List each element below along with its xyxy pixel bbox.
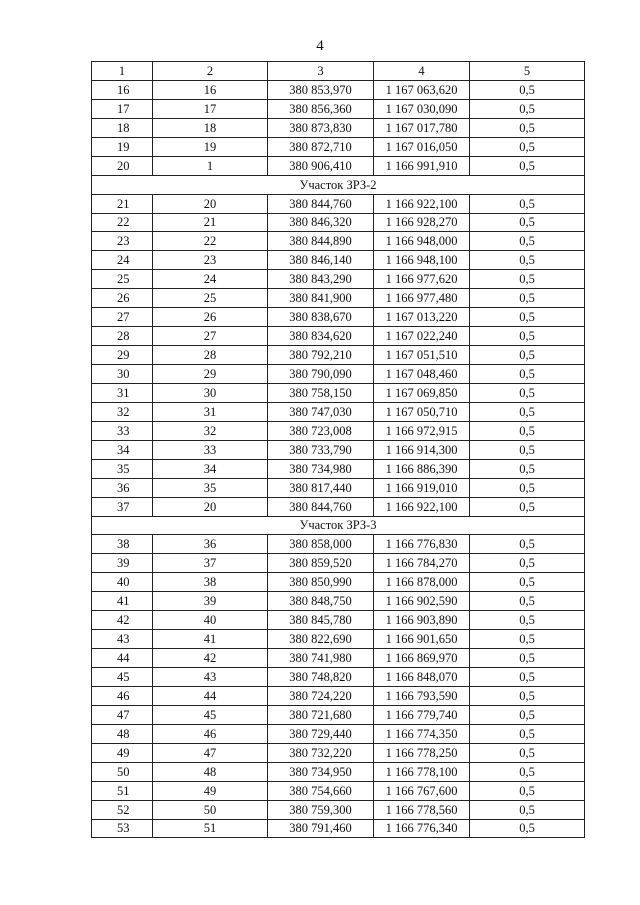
coordinate-x-cell: 380 841,900 xyxy=(268,289,374,308)
coordinate-x-cell: 380 859,520 xyxy=(268,554,374,573)
point-ref-cell: 36 xyxy=(153,535,268,554)
point-ref-cell: 24 xyxy=(153,270,268,289)
coordinate-x-cell: 380 906,410 xyxy=(268,156,374,175)
point-number-cell: 18 xyxy=(92,118,153,137)
point-ref-cell: 30 xyxy=(153,383,268,402)
table-row xyxy=(92,213,585,232)
point-ref-cell: 26 xyxy=(153,308,268,327)
coordinate-y-cell: 1 167 030,090 xyxy=(374,99,470,118)
accuracy-value-cell: 0,5 xyxy=(470,535,585,554)
point-number-cell: 17 xyxy=(92,99,153,118)
point-ref-cell: 20 xyxy=(153,194,268,213)
point-ref-cell: 37 xyxy=(153,554,268,573)
point-number-cell: 47 xyxy=(92,705,153,724)
coordinate-y-cell: 1 166 784,270 xyxy=(374,554,470,573)
coordinates-table-body xyxy=(92,62,585,838)
point-ref-cell: 17 xyxy=(153,99,268,118)
accuracy-value-cell: 0,5 xyxy=(470,478,585,497)
point-ref-cell: 33 xyxy=(153,440,268,459)
coordinate-y-cell: 1 166 922,100 xyxy=(374,194,470,213)
table-row xyxy=(92,289,585,308)
table-row xyxy=(92,308,585,327)
section-heading-row xyxy=(92,175,585,194)
table-row xyxy=(92,762,585,781)
section-heading: Участок ЗРЗ-3 xyxy=(92,516,585,535)
point-ref-cell: 19 xyxy=(153,137,268,156)
table-row xyxy=(92,649,585,668)
accuracy-value-cell: 0,5 xyxy=(470,421,585,440)
point-number-cell: 21 xyxy=(92,194,153,213)
coordinate-x-cell: 380 848,750 xyxy=(268,592,374,611)
point-number-cell: 34 xyxy=(92,440,153,459)
accuracy-value-cell: 0,5 xyxy=(470,365,585,384)
point-number-cell: 37 xyxy=(92,497,153,516)
coordinate-x-cell: 380 822,690 xyxy=(268,630,374,649)
coordinate-y-cell: 1 167 013,220 xyxy=(374,308,470,327)
coordinate-y-cell: 1 167 051,510 xyxy=(374,346,470,365)
column-header: 2 xyxy=(153,62,268,81)
coordinate-y-cell: 1 167 069,850 xyxy=(374,383,470,402)
accuracy-value-cell: 0,5 xyxy=(470,194,585,213)
accuracy-value-cell: 0,5 xyxy=(470,346,585,365)
table-row xyxy=(92,724,585,743)
point-number-cell: 31 xyxy=(92,383,153,402)
point-ref-cell: 35 xyxy=(153,478,268,497)
table-row xyxy=(92,743,585,762)
table-row xyxy=(92,156,585,175)
coordinate-x-cell: 380 844,890 xyxy=(268,232,374,251)
table-row xyxy=(92,611,585,630)
table-row xyxy=(92,402,585,421)
table-row xyxy=(92,194,585,213)
accuracy-value-cell: 0,5 xyxy=(470,402,585,421)
point-number-cell: 43 xyxy=(92,630,153,649)
coordinate-x-cell: 380 873,830 xyxy=(268,118,374,137)
point-ref-cell: 49 xyxy=(153,781,268,800)
coordinate-x-cell: 380 844,760 xyxy=(268,497,374,516)
accuracy-value-cell: 0,5 xyxy=(470,668,585,687)
point-ref-cell: 32 xyxy=(153,421,268,440)
accuracy-value-cell: 0,5 xyxy=(470,686,585,705)
coordinate-x-cell: 380 723,008 xyxy=(268,421,374,440)
coordinate-x-cell: 380 721,680 xyxy=(268,705,374,724)
point-number-cell: 52 xyxy=(92,800,153,819)
accuracy-value-cell: 0,5 xyxy=(470,118,585,137)
coordinate-y-cell: 1 166 778,250 xyxy=(374,743,470,762)
coordinate-x-cell: 380 741,980 xyxy=(268,649,374,668)
table-row xyxy=(92,99,585,118)
coordinate-x-cell: 380 856,360 xyxy=(268,99,374,118)
point-ref-cell: 27 xyxy=(153,327,268,346)
coordinate-x-cell: 380 729,440 xyxy=(268,724,374,743)
point-ref-cell: 41 xyxy=(153,630,268,649)
accuracy-value-cell: 0,5 xyxy=(470,800,585,819)
table-row xyxy=(92,819,585,838)
point-number-cell: 16 xyxy=(92,80,153,99)
coordinate-y-cell: 1 166 922,100 xyxy=(374,497,470,516)
coordinate-x-cell: 380 850,990 xyxy=(268,573,374,592)
point-number-cell: 48 xyxy=(92,724,153,743)
point-number-cell: 25 xyxy=(92,270,153,289)
column-header: 3 xyxy=(268,62,374,81)
coordinates-table xyxy=(91,61,585,838)
point-number-cell: 49 xyxy=(92,743,153,762)
coordinate-y-cell: 1 167 050,710 xyxy=(374,402,470,421)
table-row xyxy=(92,459,585,478)
point-ref-cell: 44 xyxy=(153,686,268,705)
coordinate-y-cell: 1 166 778,560 xyxy=(374,800,470,819)
point-ref-cell: 18 xyxy=(153,118,268,137)
point-number-cell: 19 xyxy=(92,137,153,156)
point-number-cell: 53 xyxy=(92,819,153,838)
coordinate-x-cell: 380 734,950 xyxy=(268,762,374,781)
point-number-cell: 38 xyxy=(92,535,153,554)
point-number-cell: 45 xyxy=(92,668,153,687)
coordinate-x-cell: 380 790,090 xyxy=(268,365,374,384)
point-number-cell: 42 xyxy=(92,611,153,630)
table-row xyxy=(92,554,585,573)
point-ref-cell: 34 xyxy=(153,459,268,478)
accuracy-value-cell: 0,5 xyxy=(470,592,585,611)
table-row xyxy=(92,440,585,459)
accuracy-value-cell: 0,5 xyxy=(470,630,585,649)
coordinate-y-cell: 1 167 016,050 xyxy=(374,137,470,156)
coordinate-x-cell: 380 759,300 xyxy=(268,800,374,819)
point-ref-cell: 31 xyxy=(153,402,268,421)
coordinate-y-cell: 1 166 919,010 xyxy=(374,478,470,497)
accuracy-value-cell: 0,5 xyxy=(470,308,585,327)
point-ref-cell: 50 xyxy=(153,800,268,819)
point-ref-cell: 42 xyxy=(153,649,268,668)
coordinate-x-cell: 380 853,970 xyxy=(268,80,374,99)
point-ref-cell: 23 xyxy=(153,251,268,270)
accuracy-value-cell: 0,5 xyxy=(470,289,585,308)
accuracy-value-cell: 0,5 xyxy=(470,573,585,592)
accuracy-value-cell: 0,5 xyxy=(470,80,585,99)
point-number-cell: 33 xyxy=(92,421,153,440)
accuracy-value-cell: 0,5 xyxy=(470,819,585,838)
accuracy-value-cell: 0,5 xyxy=(470,743,585,762)
accuracy-value-cell: 0,5 xyxy=(470,459,585,478)
accuracy-value-cell: 0,5 xyxy=(470,649,585,668)
accuracy-value-cell: 0,5 xyxy=(470,611,585,630)
coordinate-y-cell: 1 166 914,300 xyxy=(374,440,470,459)
coordinate-x-cell: 380 724,220 xyxy=(268,686,374,705)
point-ref-cell: 39 xyxy=(153,592,268,611)
table-header-row xyxy=(92,62,585,81)
accuracy-value-cell: 0,5 xyxy=(470,99,585,118)
point-number-cell: 24 xyxy=(92,251,153,270)
coordinate-x-cell: 380 844,760 xyxy=(268,194,374,213)
accuracy-value-cell: 0,5 xyxy=(470,554,585,573)
point-ref-cell: 16 xyxy=(153,80,268,99)
coordinate-y-cell: 1 166 778,100 xyxy=(374,762,470,781)
point-number-cell: 50 xyxy=(92,762,153,781)
section-heading-row xyxy=(92,516,585,535)
coordinate-y-cell: 1 166 901,650 xyxy=(374,630,470,649)
coordinate-y-cell: 1 166 869,970 xyxy=(374,649,470,668)
coordinate-x-cell: 380 858,000 xyxy=(268,535,374,554)
point-ref-cell: 43 xyxy=(153,668,268,687)
accuracy-value-cell: 0,5 xyxy=(470,156,585,175)
point-ref-cell: 25 xyxy=(153,289,268,308)
coordinate-y-cell: 1 167 017,780 xyxy=(374,118,470,137)
coordinate-y-cell: 1 166 779,740 xyxy=(374,705,470,724)
coordinate-y-cell: 1 166 767,600 xyxy=(374,781,470,800)
accuracy-value-cell: 0,5 xyxy=(470,781,585,800)
table-row xyxy=(92,535,585,554)
point-number-cell: 44 xyxy=(92,649,153,668)
coordinate-x-cell: 380 733,790 xyxy=(268,440,374,459)
point-ref-cell: 46 xyxy=(153,724,268,743)
point-number-cell: 51 xyxy=(92,781,153,800)
coordinate-x-cell: 380 791,460 xyxy=(268,819,374,838)
accuracy-value-cell: 0,5 xyxy=(470,270,585,289)
coordinate-y-cell: 1 166 848,070 xyxy=(374,668,470,687)
point-ref-cell: 51 xyxy=(153,819,268,838)
coordinate-y-cell: 1 166 774,350 xyxy=(374,724,470,743)
coordinate-y-cell: 1 166 793,590 xyxy=(374,686,470,705)
point-ref-cell: 48 xyxy=(153,762,268,781)
coordinate-x-cell: 380 872,710 xyxy=(268,137,374,156)
coordinate-x-cell: 380 747,030 xyxy=(268,402,374,421)
accuracy-value-cell: 0,5 xyxy=(470,213,585,232)
coordinate-x-cell: 380 843,290 xyxy=(268,270,374,289)
coordinate-x-cell: 380 792,210 xyxy=(268,346,374,365)
point-number-cell: 30 xyxy=(92,365,153,384)
point-ref-cell: 47 xyxy=(153,743,268,762)
table-row xyxy=(92,630,585,649)
table-row xyxy=(92,705,585,724)
accuracy-value-cell: 0,5 xyxy=(470,705,585,724)
point-number-cell: 26 xyxy=(92,289,153,308)
table-row xyxy=(92,573,585,592)
point-number-cell: 39 xyxy=(92,554,153,573)
point-ref-cell: 40 xyxy=(153,611,268,630)
table-row xyxy=(92,232,585,251)
accuracy-value-cell: 0,5 xyxy=(470,724,585,743)
accuracy-value-cell: 0,5 xyxy=(470,232,585,251)
table-row xyxy=(92,118,585,137)
coordinate-x-cell: 380 734,980 xyxy=(268,459,374,478)
page-number: 4 xyxy=(316,38,324,54)
table-row xyxy=(92,421,585,440)
point-number-cell: 20 xyxy=(92,156,153,175)
coordinate-y-cell: 1 166 977,620 xyxy=(374,270,470,289)
point-ref-cell: 29 xyxy=(153,365,268,384)
column-header: 1 xyxy=(92,62,153,81)
table-row xyxy=(92,383,585,402)
table-row xyxy=(92,781,585,800)
accuracy-value-cell: 0,5 xyxy=(470,137,585,156)
table-row xyxy=(92,346,585,365)
table-row xyxy=(92,365,585,384)
coordinate-y-cell: 1 166 977,480 xyxy=(374,289,470,308)
accuracy-value-cell: 0,5 xyxy=(470,327,585,346)
point-number-cell: 28 xyxy=(92,327,153,346)
table-row xyxy=(92,800,585,819)
coordinate-x-cell: 380 754,660 xyxy=(268,781,374,800)
point-ref-cell: 45 xyxy=(153,705,268,724)
coordinate-y-cell: 1 166 948,000 xyxy=(374,232,470,251)
table-row xyxy=(92,497,585,516)
point-number-cell: 23 xyxy=(92,232,153,251)
point-ref-cell: 28 xyxy=(153,346,268,365)
point-number-cell: 29 xyxy=(92,346,153,365)
coordinate-x-cell: 380 817,440 xyxy=(268,478,374,497)
table-row xyxy=(92,137,585,156)
coordinate-y-cell: 1 166 972,915 xyxy=(374,421,470,440)
table-row xyxy=(92,327,585,346)
coordinate-x-cell: 380 732,220 xyxy=(268,743,374,762)
coordinate-y-cell: 1 166 776,340 xyxy=(374,819,470,838)
table-row xyxy=(92,686,585,705)
coordinate-x-cell: 380 834,620 xyxy=(268,327,374,346)
coordinate-y-cell: 1 166 902,590 xyxy=(374,592,470,611)
point-number-cell: 32 xyxy=(92,402,153,421)
coordinate-x-cell: 380 758,150 xyxy=(268,383,374,402)
coordinate-x-cell: 380 845,780 xyxy=(268,611,374,630)
coordinate-y-cell: 1 167 063,620 xyxy=(374,80,470,99)
point-number-cell: 36 xyxy=(92,478,153,497)
table-row xyxy=(92,80,585,99)
coordinate-x-cell: 380 846,320 xyxy=(268,213,374,232)
table-row xyxy=(92,270,585,289)
column-header: 5 xyxy=(470,62,585,81)
coordinate-y-cell: 1 166 776,830 xyxy=(374,535,470,554)
point-number-cell: 22 xyxy=(92,213,153,232)
point-ref-cell: 1 xyxy=(153,156,268,175)
accuracy-value-cell: 0,5 xyxy=(470,383,585,402)
point-ref-cell: 22 xyxy=(153,232,268,251)
coordinate-x-cell: 380 748,820 xyxy=(268,668,374,687)
accuracy-value-cell: 0,5 xyxy=(470,497,585,516)
point-number-cell: 46 xyxy=(92,686,153,705)
point-ref-cell: 21 xyxy=(153,213,268,232)
table-row xyxy=(92,478,585,497)
coordinate-y-cell: 1 166 991,910 xyxy=(374,156,470,175)
coordinate-y-cell: 1 167 048,460 xyxy=(374,365,470,384)
coordinate-y-cell: 1 167 022,240 xyxy=(374,327,470,346)
point-number-cell: 40 xyxy=(92,573,153,592)
table-row xyxy=(92,668,585,687)
coordinate-x-cell: 380 846,140 xyxy=(268,251,374,270)
accuracy-value-cell: 0,5 xyxy=(470,440,585,459)
accuracy-value-cell: 0,5 xyxy=(470,251,585,270)
column-header: 4 xyxy=(374,62,470,81)
section-heading: Участок ЗРЗ-2 xyxy=(92,175,585,194)
point-number-cell: 27 xyxy=(92,308,153,327)
coordinate-y-cell: 1 166 886,390 xyxy=(374,459,470,478)
coordinate-y-cell: 1 166 903,890 xyxy=(374,611,470,630)
coordinate-y-cell: 1 166 878,000 xyxy=(374,573,470,592)
table-row xyxy=(92,592,585,611)
coordinate-x-cell: 380 838,670 xyxy=(268,308,374,327)
table-row xyxy=(92,251,585,270)
accuracy-value-cell: 0,5 xyxy=(470,762,585,781)
coordinate-y-cell: 1 166 928,270 xyxy=(374,213,470,232)
point-ref-cell: 20 xyxy=(153,497,268,516)
point-ref-cell: 38 xyxy=(153,573,268,592)
coordinate-y-cell: 1 166 948,100 xyxy=(374,251,470,270)
point-number-cell: 41 xyxy=(92,592,153,611)
point-number-cell: 35 xyxy=(92,459,153,478)
